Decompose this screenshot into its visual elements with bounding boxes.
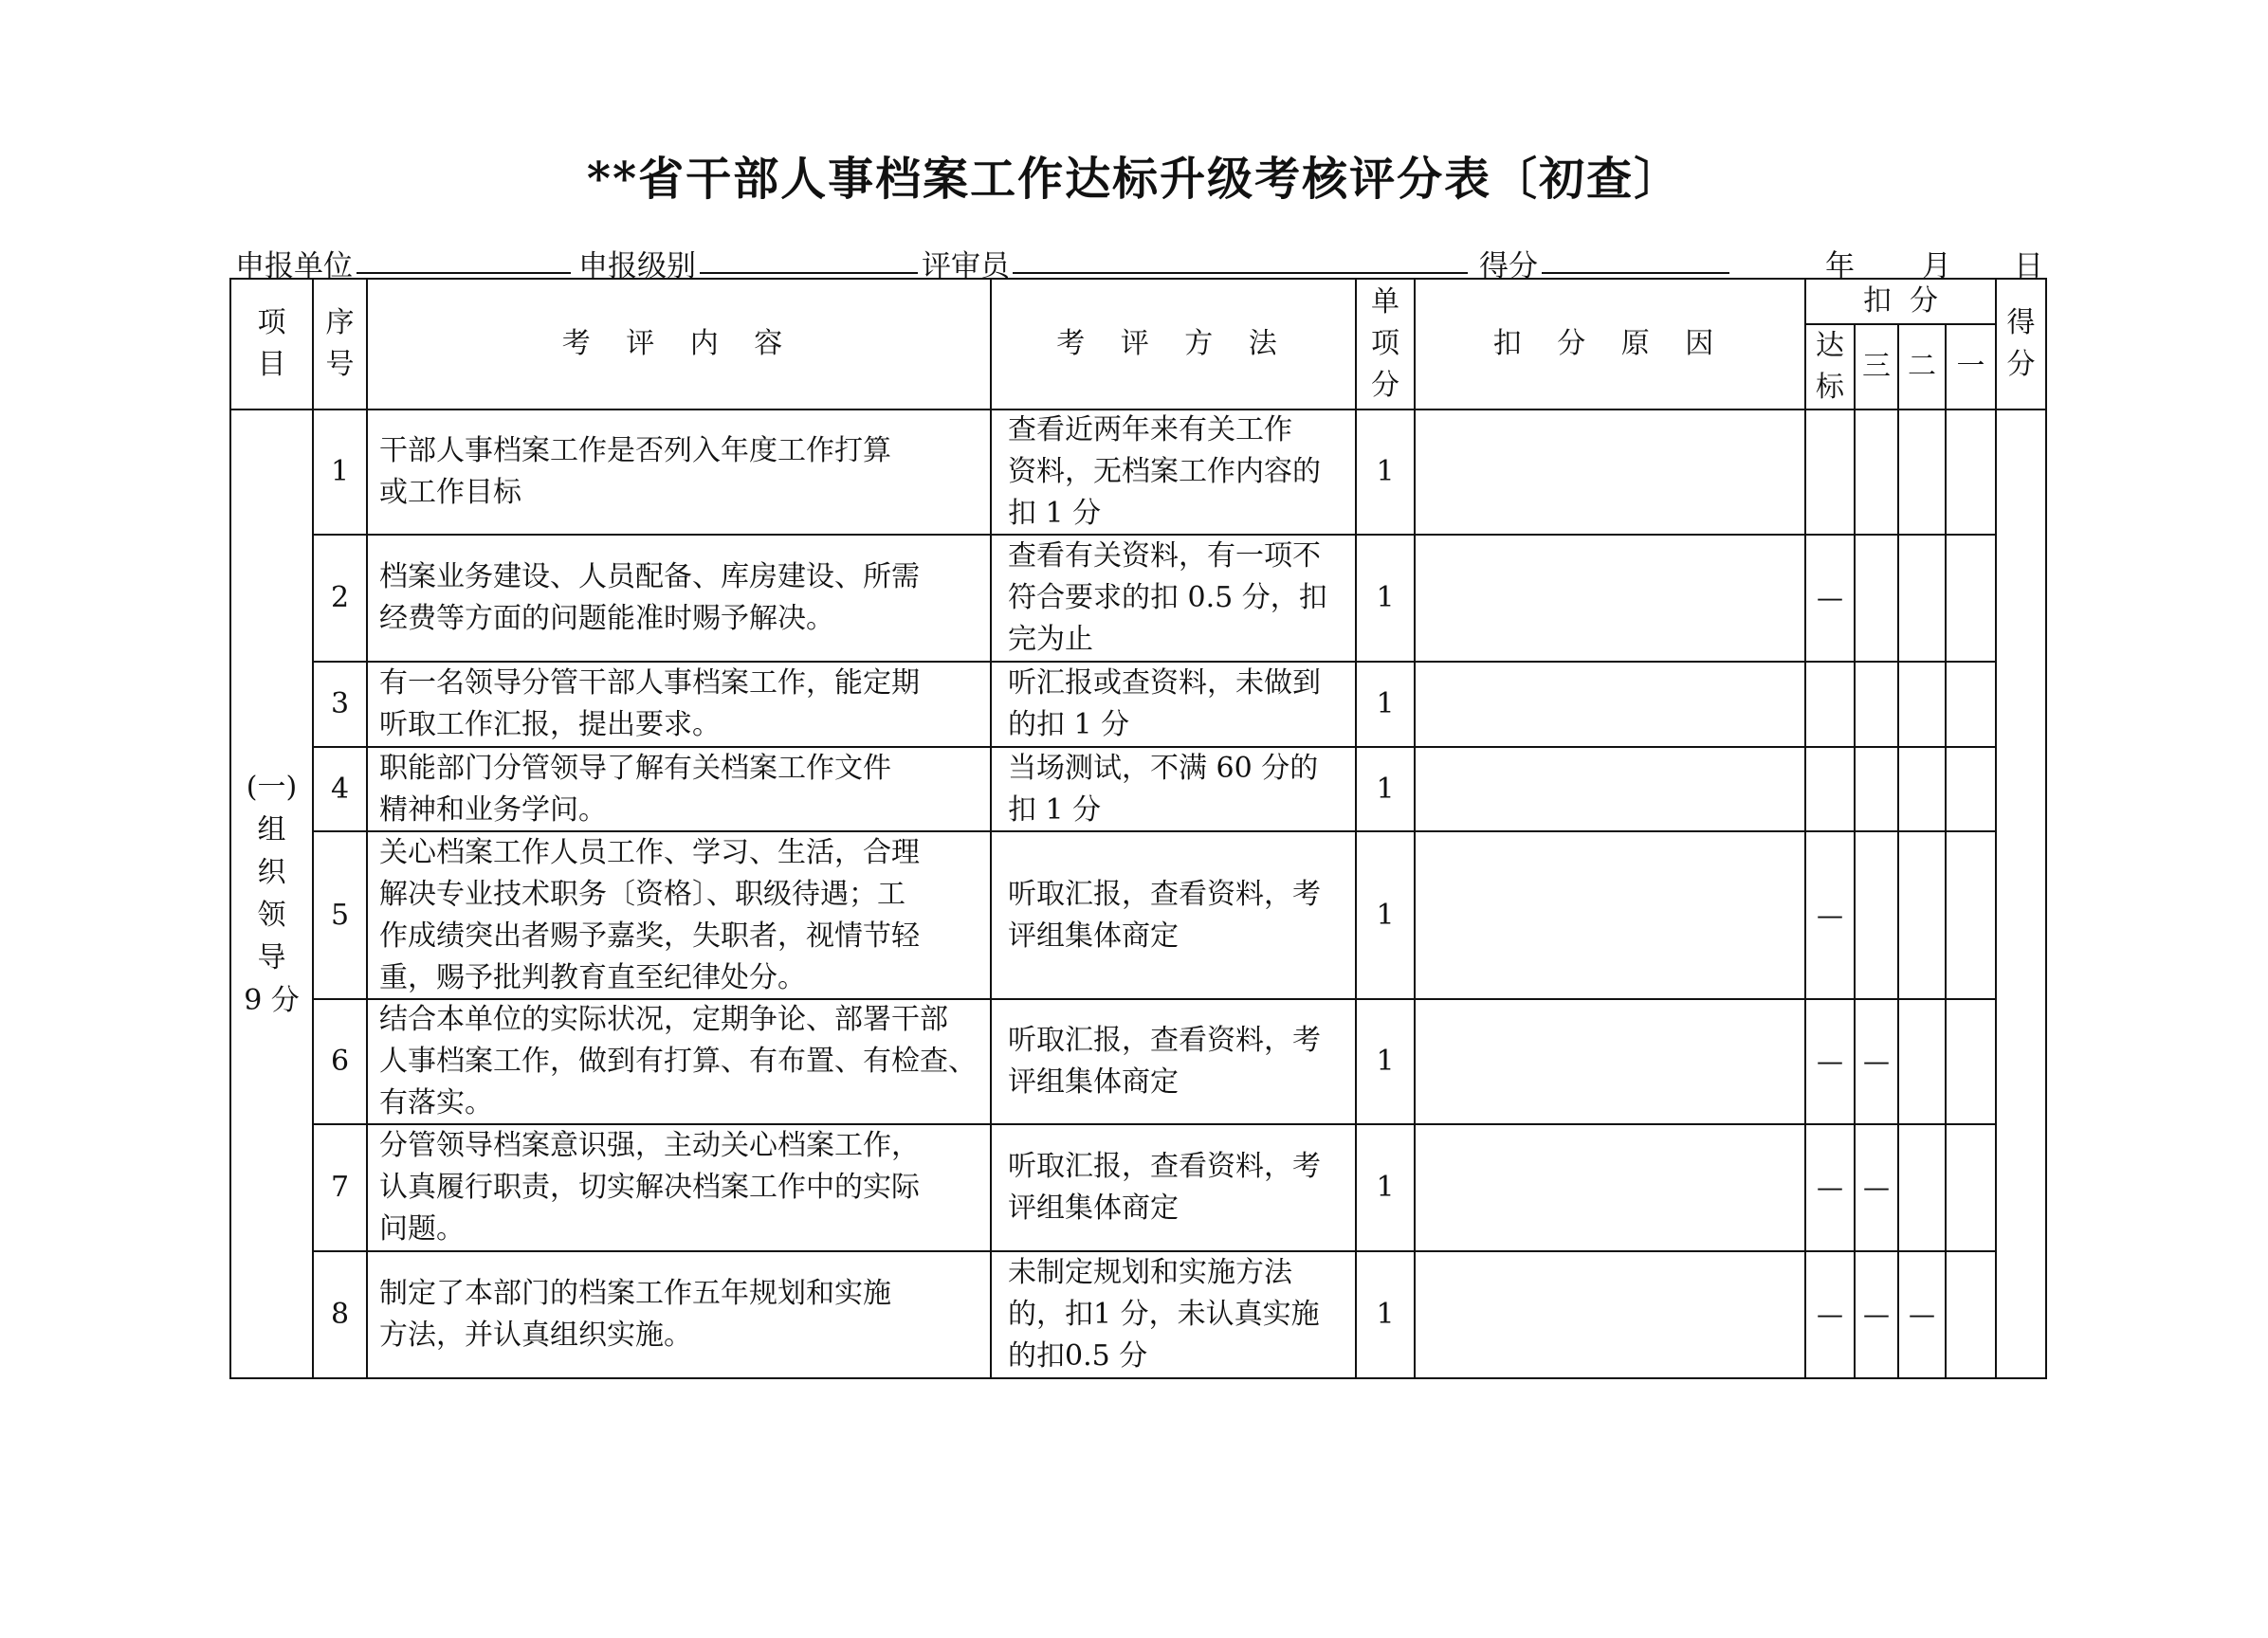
row-unit-score: 1: [1376, 898, 1395, 932]
row-content: 关心档案工作人员工作、学习、生活，合理 解决专业技术职务〔资格〕、职级待遇；工 作成绩突出者赐予嘉奖，失职者，视情节轻 重，赐予批判教育直至纪律处分。: [379, 835, 920, 994]
row-score-cell[interactable]: [1996, 1124, 2046, 1251]
col-header-deduct-pass: 达 标: [1816, 329, 1844, 404]
row-deduct-mark: [1898, 999, 1946, 1124]
row-reason-cell[interactable]: [1415, 1251, 1805, 1378]
col-header-method: 考 评 方 法: [1056, 327, 1290, 360]
row-seq: 6: [330, 1045, 350, 1078]
row-reason-cell[interactable]: [1415, 1124, 1805, 1251]
col-header-unit-score: 单 项 分: [1371, 285, 1399, 402]
row-deduct-mark: [1805, 747, 1855, 831]
col-header-reason: 扣 分 原 因: [1492, 327, 1728, 360]
row-deduct-mark: [1898, 831, 1946, 999]
row-method: 未制定规划和实施方法 的，扣1 分，未认真实施 的扣0.5 分: [1008, 1256, 1320, 1373]
row-method: 听取汇报，查看资料，考 评组集体商定: [1008, 1150, 1321, 1225]
row-deduct-mark: —: [1863, 1172, 1890, 1203]
col-header-deduct-3: 三: [1862, 350, 1891, 383]
unit-label: 申报单位: [235, 249, 353, 283]
row-method: 当场测试，不满 60 分的 扣 1 分: [1008, 751, 1319, 827]
row-score-cell[interactable]: [1996, 662, 2046, 747]
row-method: 听取汇报，查看资料，考 评组集体商定: [1008, 877, 1321, 953]
row-deduct-mark: [1855, 662, 1898, 747]
row-reason-cell[interactable]: [1415, 410, 1805, 535]
col-header-content: 考 评 内 容: [561, 327, 796, 360]
row-deduct-mark: [1946, 831, 1996, 999]
row-deduct-mark: [1855, 535, 1898, 662]
row-deduct-mark: [1898, 410, 1946, 535]
row-deduct-mark: [1805, 410, 1855, 535]
row-reason-cell[interactable]: [1415, 831, 1805, 999]
row-score-cell[interactable]: [1996, 999, 2046, 1124]
row-deduct-mark: [1946, 1124, 1996, 1251]
row-method: 查看有关资料，有一项不 符合要求的扣 0.5 分，扣 完为止: [1008, 539, 1327, 656]
row-unit-score: 1: [1376, 1298, 1395, 1331]
row-score-cell[interactable]: [1996, 535, 2046, 662]
row-deduct-mark: [1946, 747, 1996, 831]
row-deduct-mark: —: [1909, 1299, 1935, 1330]
row-reason-cell[interactable]: [1415, 747, 1805, 831]
month-label: 月: [1922, 249, 1951, 283]
row-deduct-mark: [1855, 410, 1898, 535]
row-deduct-mark: [1946, 999, 1996, 1124]
row-deduct-mark: [1898, 747, 1946, 831]
col-header-deduct-1: 一: [1956, 350, 1985, 383]
row-unit-score: 1: [1376, 1171, 1395, 1204]
row-reason-cell[interactable]: [1415, 535, 1805, 662]
row-score-cell[interactable]: [1996, 410, 2046, 535]
row-seq: 7: [330, 1171, 350, 1204]
day-label: 日: [2014, 249, 2043, 283]
row-unit-score: 1: [1376, 581, 1395, 614]
row-content: 档案业务建设、人员配备、库房建设、所需 经费等方面的问题能准时赐予解决。: [379, 560, 920, 635]
row-unit-score: 1: [1376, 687, 1395, 720]
row-content: 分管领导档案意识强，主动关心档案工作， 认真履行职责，切实解决档案工作中的实际 问题。: [379, 1129, 920, 1246]
col-header-score: 得 分: [2006, 306, 2036, 381]
level-label: 申报级别: [578, 249, 696, 283]
row-seq: 8: [330, 1298, 350, 1331]
row-seq: 5: [330, 898, 350, 932]
row-method: 听汇报或查资料，未做到 的扣 1 分: [1008, 666, 1321, 741]
row-unit-score: 1: [1376, 772, 1395, 806]
row-seq: 2: [330, 581, 350, 614]
reviewer-label: 评审员: [922, 249, 1010, 283]
row-seq: 1: [330, 455, 350, 488]
row-seq: 3: [330, 687, 350, 720]
row-method: 查看近两年来有关工作 资料，无档案工作内容的 扣 1 分: [1008, 413, 1321, 530]
row-content: 制定了本部门的档案工作五年规划和实施 方法，并认真组织实施。: [379, 1277, 891, 1352]
row-deduct-mark: —: [1863, 1299, 1890, 1330]
row-deduct-mark: —: [1817, 1299, 1843, 1330]
row-deduct-mark: [1898, 535, 1946, 662]
row-deduct-mark: —: [1817, 1172, 1843, 1203]
row-content: 干部人事档案工作是否列入年度工作打算 或工作目标: [379, 434, 891, 509]
row-score-cell[interactable]: [1996, 831, 2046, 999]
page-title: **省干部人事档案工作达标升级考核评分表〔初查〕: [586, 153, 1682, 206]
row-score-cell[interactable]: [1996, 1251, 2046, 1378]
row-deduct-mark: [1855, 831, 1898, 999]
row-deduct-mark: [1855, 747, 1898, 831]
row-content: 职能部门分管领导了解有关档案工作文件 精神和业务学问。: [379, 751, 891, 827]
row-deduct-mark: —: [1817, 1046, 1843, 1077]
row-deduct-mark: [1946, 410, 1996, 535]
row-deduct-mark: —: [1817, 899, 1843, 931]
row-deduct-mark: —: [1817, 582, 1843, 613]
row-method: 听取汇报，查看资料，考 评组集体商定: [1008, 1024, 1321, 1099]
row-deduct-mark: [1805, 662, 1855, 747]
section-label: (一) 组 织 领 导 9 分: [244, 771, 300, 1017]
row-reason-cell[interactable]: [1415, 662, 1805, 747]
row-deduct-mark: [1946, 1251, 1996, 1378]
score-label: 得分: [1479, 249, 1538, 283]
row-reason-cell[interactable]: [1415, 999, 1805, 1124]
year-label: 年: [1825, 249, 1855, 283]
row-score-cell[interactable]: [1996, 747, 2046, 831]
row-content: 有一名领导分管干部人事档案工作，能定期 听取工作汇报，提出要求。: [379, 666, 920, 741]
row-deduct-mark: [1898, 662, 1946, 747]
row-unit-score: 1: [1376, 455, 1395, 488]
row-deduct-mark: —: [1863, 1046, 1890, 1077]
col-header-deduct-2: 二: [1908, 350, 1936, 383]
row-content: 结合本单位的实际状况，定期争论、部署干部 人事档案工作，做到有打算、有布置、有检查、 有落实。: [379, 1003, 977, 1119]
row-seq: 4: [330, 772, 350, 806]
col-header-deduct: 扣 分: [1862, 284, 1939, 318]
row-deduct-mark: [1898, 1124, 1946, 1251]
row-deduct-mark: [1946, 535, 1996, 662]
col-header-seq: 序 号: [325, 306, 355, 381]
row-deduct-mark: [1946, 662, 1996, 747]
row-unit-score: 1: [1376, 1045, 1395, 1078]
col-header-item: 项 目: [257, 306, 286, 381]
